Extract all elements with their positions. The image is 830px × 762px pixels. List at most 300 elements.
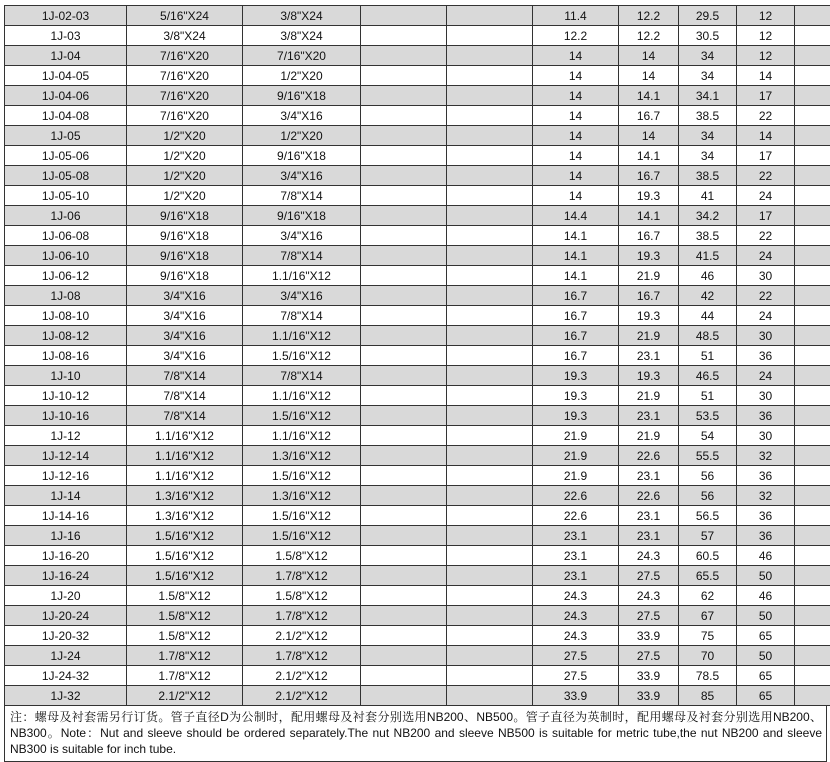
- dim-2-cell: 67: [679, 606, 737, 626]
- blank-cell: [795, 626, 830, 646]
- blank-cell: [361, 186, 447, 206]
- dim-1-cell: 22.6: [619, 486, 679, 506]
- dim-2-cell: 29.5: [679, 6, 737, 26]
- table-row: [5, 386, 830, 406]
- thread-end2-cell: 1/2"X20: [243, 66, 361, 86]
- thread-end1-cell: 1/2"X20: [127, 146, 243, 166]
- tube-d-cell: 14: [533, 66, 619, 86]
- table-row: [5, 126, 830, 146]
- thread-end1-cell: 7/8"X14: [127, 386, 243, 406]
- blank-cell: [447, 186, 533, 206]
- model-cell: 1J-06-10: [5, 246, 127, 266]
- tube-d-cell: 14: [533, 146, 619, 166]
- blank-cell: [361, 606, 447, 626]
- model-cell: 1J-12-16: [5, 466, 127, 486]
- table-row: [5, 166, 830, 186]
- thread-end1-cell: 9/16"X18: [127, 246, 243, 266]
- dim-1-cell: 14: [619, 126, 679, 146]
- table-row: [5, 306, 830, 326]
- dim-1-cell: 19.3: [619, 366, 679, 386]
- model-cell: 1J-16-20: [5, 546, 127, 566]
- dim-3-cell: 14: [737, 66, 795, 86]
- tube-d-cell: 16.7: [533, 346, 619, 366]
- blank-cell: [447, 546, 533, 566]
- blank-cell: [795, 366, 830, 386]
- blank-cell: [361, 266, 447, 286]
- blank-cell: [361, 466, 447, 486]
- blank-cell: [447, 366, 533, 386]
- thread-end2-cell: 1.5/16"X12: [243, 506, 361, 526]
- thread-end2-cell: 9/16"X18: [243, 86, 361, 106]
- dim-1-cell: 16.7: [619, 166, 679, 186]
- blank-cell: [447, 386, 533, 406]
- table-body: [5, 6, 830, 706]
- dim-2-cell: 34: [679, 46, 737, 66]
- dim-1-cell: 19.3: [619, 246, 679, 266]
- dim-1-cell: 33.9: [619, 626, 679, 646]
- dim-2-cell: 57: [679, 526, 737, 546]
- blank-cell: [447, 466, 533, 486]
- tube-d-cell: 16.7: [533, 306, 619, 326]
- table-row: [5, 666, 830, 686]
- dim-3-cell: 36: [737, 406, 795, 426]
- model-cell: 1J-16: [5, 526, 127, 546]
- model-cell: 1J-08-10: [5, 306, 127, 326]
- thread-end2-cell: 9/16"X18: [243, 206, 361, 226]
- blank-cell: [795, 66, 830, 86]
- dim-3-cell: 65: [737, 666, 795, 686]
- tube-d-cell: 14.1: [533, 266, 619, 286]
- tube-d-cell: 12.2: [533, 26, 619, 46]
- table-row: [5, 546, 830, 566]
- table-row: [5, 26, 830, 46]
- thread-end1-cell: 1.5/16"X12: [127, 566, 243, 586]
- thread-end1-cell: 3/4"X16: [127, 346, 243, 366]
- dim-3-cell: 32: [737, 486, 795, 506]
- dim-3-cell: 46: [737, 586, 795, 606]
- dim-2-cell: 56: [679, 466, 737, 486]
- table-row: [5, 246, 830, 266]
- thread-end1-cell: 1.5/8"X12: [127, 626, 243, 646]
- blank-cell: [361, 546, 447, 566]
- model-cell: 1J-06-12: [5, 266, 127, 286]
- model-cell: 1J-24: [5, 646, 127, 666]
- table-row: [5, 446, 830, 466]
- table-row: [5, 186, 830, 206]
- tube-d-cell: 23.1: [533, 546, 619, 566]
- dim-1-cell: 24.3: [619, 546, 679, 566]
- blank-cell: [795, 186, 830, 206]
- dim-3-cell: 22: [737, 226, 795, 246]
- tube-d-cell: 21.9: [533, 426, 619, 446]
- table-row: [5, 86, 830, 106]
- blank-cell: [795, 86, 830, 106]
- model-cell: 1J-20: [5, 586, 127, 606]
- blank-cell: [447, 66, 533, 86]
- table-row: [5, 366, 830, 386]
- blank-cell: [795, 266, 830, 286]
- dim-2-cell: 60.5: [679, 546, 737, 566]
- blank-cell: [361, 646, 447, 666]
- blank-cell: [795, 386, 830, 406]
- blank-cell: [447, 606, 533, 626]
- dim-3-cell: 36: [737, 526, 795, 546]
- thread-end2-cell: 7/8"X14: [243, 366, 361, 386]
- dim-1-cell: 14: [619, 46, 679, 66]
- blank-cell: [795, 466, 830, 486]
- blank-cell: [795, 46, 830, 66]
- dim-3-cell: 65: [737, 686, 795, 706]
- fitting-spec-table: [4, 5, 830, 706]
- blank-cell: [447, 326, 533, 346]
- blank-cell: [447, 586, 533, 606]
- dim-1-cell: 23.1: [619, 466, 679, 486]
- dim-2-cell: 48.5: [679, 326, 737, 346]
- model-cell: 1J-08-16: [5, 346, 127, 366]
- blank-cell: [795, 146, 830, 166]
- tube-d-cell: 11.4: [533, 6, 619, 26]
- tube-d-cell: 21.9: [533, 446, 619, 466]
- dim-1-cell: 14.1: [619, 206, 679, 226]
- dim-2-cell: 56.5: [679, 506, 737, 526]
- blank-cell: [447, 266, 533, 286]
- blank-cell: [361, 626, 447, 646]
- blank-cell: [447, 246, 533, 266]
- thread-end1-cell: 1/2"X20: [127, 166, 243, 186]
- blank-cell: [447, 506, 533, 526]
- tube-d-cell: 14: [533, 106, 619, 126]
- thread-end2-cell: 1.5/16"X12: [243, 526, 361, 546]
- blank-cell: [795, 6, 830, 26]
- model-cell: 1J-04-08: [5, 106, 127, 126]
- table-row: [5, 406, 830, 426]
- thread-end2-cell: 1.7/8"X12: [243, 646, 361, 666]
- blank-cell: [795, 246, 830, 266]
- dim-3-cell: 22: [737, 166, 795, 186]
- table-row: [5, 466, 830, 486]
- table-row: [5, 146, 830, 166]
- blank-cell: [795, 346, 830, 366]
- blank-cell: [795, 426, 830, 446]
- model-cell: 1J-10-16: [5, 406, 127, 426]
- blank-cell: [447, 526, 533, 546]
- thread-end2-cell: 1.1/16"X12: [243, 326, 361, 346]
- thread-end1-cell: 1.5/8"X12: [127, 586, 243, 606]
- thread-end1-cell: 9/16"X18: [127, 226, 243, 246]
- dim-2-cell: 30.5: [679, 26, 737, 46]
- thread-end2-cell: 1.1/16"X12: [243, 386, 361, 406]
- tube-d-cell: 22.6: [533, 486, 619, 506]
- thread-end1-cell: 1.1/16"X12: [127, 446, 243, 466]
- blank-cell: [447, 646, 533, 666]
- dim-3-cell: 17: [737, 146, 795, 166]
- dim-2-cell: 42: [679, 286, 737, 306]
- blank-cell: [361, 326, 447, 346]
- model-cell: 1J-10-12: [5, 386, 127, 406]
- blank-cell: [361, 126, 447, 146]
- thread-end2-cell: 7/8"X14: [243, 186, 361, 206]
- blank-cell: [447, 566, 533, 586]
- dim-3-cell: 22: [737, 286, 795, 306]
- blank-cell: [795, 646, 830, 666]
- thread-end2-cell: 1.3/16"X12: [243, 446, 361, 466]
- thread-end2-cell: 3/4"X16: [243, 286, 361, 306]
- blank-cell: [447, 26, 533, 46]
- table-row: [5, 686, 830, 706]
- thread-end1-cell: 1/2"X20: [127, 186, 243, 206]
- model-cell: 1J-06-08: [5, 226, 127, 246]
- tube-d-cell: 14.1: [533, 226, 619, 246]
- table-row: [5, 66, 830, 86]
- tube-d-cell: 16.7: [533, 326, 619, 346]
- dim-3-cell: 17: [737, 206, 795, 226]
- blank-cell: [361, 106, 447, 126]
- dim-1-cell: 27.5: [619, 566, 679, 586]
- tube-d-cell: 19.3: [533, 386, 619, 406]
- dim-2-cell: 46.5: [679, 366, 737, 386]
- dim-3-cell: 30: [737, 386, 795, 406]
- blank-cell: [447, 46, 533, 66]
- order-note: 注：螺母及衬套需另行订货。管子直径D为公制时，配用螺母及衬套分别选用NB200、NB500。管子直径为英制时，配用螺母及衬套分别选用NB200、NB300。Note：Nut and sleeve should be ordered separately.The nut NB200 and sleeve NB500 is suitable for metric tube,the nut NB200 and sleeve NB300 is suitable for inch tube.: [4, 706, 827, 762]
- model-cell: 1J-06: [5, 206, 127, 226]
- dim-2-cell: 41: [679, 186, 737, 206]
- dim-1-cell: 27.5: [619, 606, 679, 626]
- dim-1-cell: 14.1: [619, 86, 679, 106]
- thread-end2-cell: 1/2"X20: [243, 126, 361, 146]
- dim-1-cell: 14.1: [619, 146, 679, 166]
- thread-end2-cell: 1.5/8"X12: [243, 586, 361, 606]
- blank-cell: [447, 486, 533, 506]
- model-cell: 1J-08-12: [5, 326, 127, 346]
- model-cell: 1J-14: [5, 486, 127, 506]
- thread-end1-cell: 3/4"X16: [127, 306, 243, 326]
- dim-2-cell: 38.5: [679, 106, 737, 126]
- thread-end2-cell: 1.1/16"X12: [243, 426, 361, 446]
- blank-cell: [795, 126, 830, 146]
- tube-d-cell: 21.9: [533, 466, 619, 486]
- table-row: [5, 6, 830, 26]
- model-cell: 1J-20-24: [5, 606, 127, 626]
- blank-cell: [361, 86, 447, 106]
- thread-end1-cell: 1.7/8"X12: [127, 666, 243, 686]
- dim-3-cell: 30: [737, 266, 795, 286]
- thread-end1-cell: 5/16"X24: [127, 6, 243, 26]
- blank-cell: [447, 686, 533, 706]
- table-row: [5, 646, 830, 666]
- dim-3-cell: 50: [737, 606, 795, 626]
- model-cell: 1J-32: [5, 686, 127, 706]
- thread-end2-cell: 3/4"X16: [243, 226, 361, 246]
- thread-end1-cell: 7/16"X20: [127, 66, 243, 86]
- thread-end1-cell: 2.1/2"X12: [127, 686, 243, 706]
- blank-cell: [361, 226, 447, 246]
- thread-end2-cell: 9/16"X18: [243, 146, 361, 166]
- model-cell: 1J-10: [5, 366, 127, 386]
- blank-cell: [447, 166, 533, 186]
- table-row: [5, 566, 830, 586]
- thread-end2-cell: 1.7/8"X12: [243, 566, 361, 586]
- dim-2-cell: 78.5: [679, 666, 737, 686]
- table-row: [5, 626, 830, 646]
- blank-cell: [447, 626, 533, 646]
- dim-3-cell: 36: [737, 506, 795, 526]
- thread-end1-cell: 7/8"X14: [127, 406, 243, 426]
- dim-1-cell: 21.9: [619, 326, 679, 346]
- dim-3-cell: 24: [737, 306, 795, 326]
- thread-end2-cell: 7/16"X20: [243, 46, 361, 66]
- tube-d-cell: 23.1: [533, 526, 619, 546]
- blank-cell: [361, 526, 447, 546]
- blank-cell: [361, 166, 447, 186]
- model-cell: 1J-05-06: [5, 146, 127, 166]
- blank-cell: [795, 666, 830, 686]
- blank-cell: [361, 666, 447, 686]
- blank-cell: [795, 686, 830, 706]
- thread-end1-cell: 7/16"X20: [127, 106, 243, 126]
- dim-3-cell: 50: [737, 566, 795, 586]
- thread-end2-cell: 2.1/2"X12: [243, 626, 361, 646]
- dim-1-cell: 21.9: [619, 266, 679, 286]
- dim-2-cell: 53.5: [679, 406, 737, 426]
- dim-1-cell: 16.7: [619, 286, 679, 306]
- blank-cell: [361, 406, 447, 426]
- thread-end1-cell: 1.5/16"X12: [127, 546, 243, 566]
- blank-cell: [361, 246, 447, 266]
- dim-1-cell: 19.3: [619, 306, 679, 326]
- tube-d-cell: 19.3: [533, 366, 619, 386]
- dim-3-cell: 30: [737, 426, 795, 446]
- blank-cell: [447, 206, 533, 226]
- tube-d-cell: 22.6: [533, 506, 619, 526]
- dim-3-cell: 17: [737, 86, 795, 106]
- blank-cell: [447, 346, 533, 366]
- thread-end1-cell: 7/8"X14: [127, 366, 243, 386]
- table-row: [5, 606, 830, 626]
- thread-end2-cell: 2.1/2"X12: [243, 686, 361, 706]
- thread-end1-cell: 1.1/16"X12: [127, 466, 243, 486]
- tube-d-cell: 27.5: [533, 666, 619, 686]
- blank-cell: [361, 506, 447, 526]
- tube-d-cell: 14.4: [533, 206, 619, 226]
- blank-cell: [361, 366, 447, 386]
- model-cell: 1J-02-03: [5, 6, 127, 26]
- dim-3-cell: 24: [737, 186, 795, 206]
- thread-end2-cell: 1.5/8"X12: [243, 546, 361, 566]
- thread-end2-cell: 3/8"X24: [243, 6, 361, 26]
- tube-d-cell: 27.5: [533, 646, 619, 666]
- table-row: [5, 346, 830, 366]
- model-cell: 1J-08: [5, 286, 127, 306]
- dim-2-cell: 62: [679, 586, 737, 606]
- dim-2-cell: 65.5: [679, 566, 737, 586]
- dim-2-cell: 38.5: [679, 166, 737, 186]
- model-cell: 1J-04: [5, 46, 127, 66]
- blank-cell: [361, 426, 447, 446]
- dim-1-cell: 23.1: [619, 406, 679, 426]
- dim-3-cell: 30: [737, 326, 795, 346]
- table-row: [5, 486, 830, 506]
- blank-cell: [795, 306, 830, 326]
- dim-2-cell: 34: [679, 66, 737, 86]
- thread-end1-cell: 1/2"X20: [127, 126, 243, 146]
- thread-end1-cell: 9/16"X18: [127, 206, 243, 226]
- thread-end2-cell: 1.3/16"X12: [243, 486, 361, 506]
- thread-end1-cell: 1.7/8"X12: [127, 646, 243, 666]
- blank-cell: [361, 6, 447, 26]
- thread-end2-cell: 7/8"X14: [243, 246, 361, 266]
- blank-cell: [447, 406, 533, 426]
- thread-end2-cell: 3/4"X16: [243, 166, 361, 186]
- dim-2-cell: 46: [679, 266, 737, 286]
- tube-d-cell: 14: [533, 46, 619, 66]
- thread-end1-cell: 9/16"X18: [127, 266, 243, 286]
- dim-2-cell: 51: [679, 346, 737, 366]
- thread-end1-cell: 7/16"X20: [127, 86, 243, 106]
- blank-cell: [795, 166, 830, 186]
- blank-cell: [361, 26, 447, 46]
- tube-d-cell: 33.9: [533, 686, 619, 706]
- model-cell: 1J-05: [5, 126, 127, 146]
- table-row: [5, 286, 830, 306]
- dim-2-cell: 41.5: [679, 246, 737, 266]
- dim-2-cell: 34.2: [679, 206, 737, 226]
- blank-cell: [447, 146, 533, 166]
- dim-3-cell: 36: [737, 346, 795, 366]
- table-row: [5, 266, 830, 286]
- model-cell: 1J-20-32: [5, 626, 127, 646]
- tube-d-cell: 14.1: [533, 246, 619, 266]
- model-cell: 1J-24-32: [5, 666, 127, 686]
- blank-cell: [447, 426, 533, 446]
- blank-cell: [795, 206, 830, 226]
- tube-d-cell: 16.7: [533, 286, 619, 306]
- dim-1-cell: 27.5: [619, 646, 679, 666]
- dim-3-cell: 24: [737, 246, 795, 266]
- dim-3-cell: 12: [737, 26, 795, 46]
- dim-1-cell: 12.2: [619, 6, 679, 26]
- thread-end1-cell: 3/8"X24: [127, 26, 243, 46]
- thread-end2-cell: 1.5/16"X12: [243, 346, 361, 366]
- dim-2-cell: 38.5: [679, 226, 737, 246]
- dim-3-cell: 32: [737, 446, 795, 466]
- model-cell: 1J-14-16: [5, 506, 127, 526]
- dim-2-cell: 55.5: [679, 446, 737, 466]
- thread-end2-cell: 3/4"X16: [243, 106, 361, 126]
- dim-1-cell: 33.9: [619, 666, 679, 686]
- model-cell: 1J-12-14: [5, 446, 127, 466]
- thread-end1-cell: 1.3/16"X12: [127, 506, 243, 526]
- thread-end2-cell: 1.5/16"X12: [243, 406, 361, 426]
- blank-cell: [361, 66, 447, 86]
- table-row: [5, 526, 830, 546]
- table-row: [5, 106, 830, 126]
- dim-1-cell: 14: [619, 66, 679, 86]
- blank-cell: [447, 106, 533, 126]
- blank-cell: [795, 566, 830, 586]
- tube-d-cell: 14: [533, 126, 619, 146]
- blank-cell: [447, 126, 533, 146]
- blank-cell: [447, 446, 533, 466]
- blank-cell: [795, 506, 830, 526]
- blank-cell: [447, 666, 533, 686]
- blank-cell: [795, 406, 830, 426]
- blank-cell: [795, 546, 830, 566]
- dim-2-cell: 34: [679, 126, 737, 146]
- blank-cell: [447, 6, 533, 26]
- dim-3-cell: 50: [737, 646, 795, 666]
- tube-d-cell: 14: [533, 166, 619, 186]
- tube-d-cell: 14: [533, 86, 619, 106]
